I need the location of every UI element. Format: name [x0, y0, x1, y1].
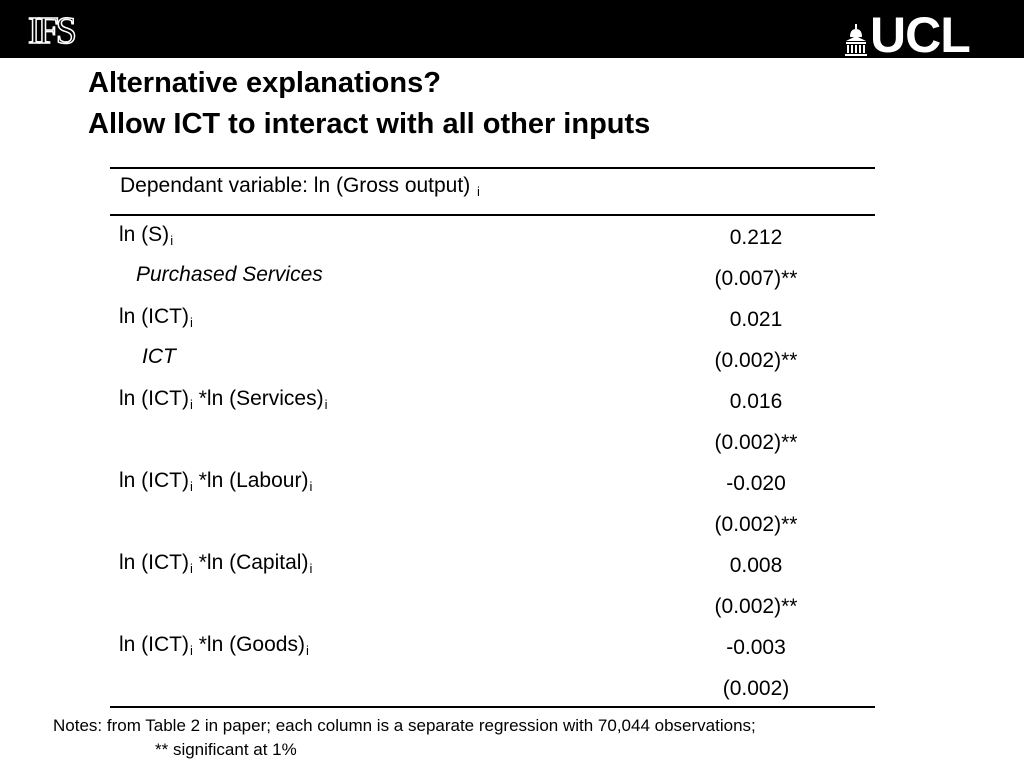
row-sublabel-ict: ICT — [142, 345, 176, 368]
table-bottom-rule — [110, 706, 875, 708]
label-text-2: *ln (Goods) — [192, 633, 305, 656]
notes-line-1: Notes: from Table 2 in paper; each column is a separate regression with 70,044 observations; — [53, 716, 756, 735]
label-text-2: *ln (Capital) — [192, 551, 309, 574]
se-s: (0.007)** — [714, 267, 798, 290]
coef-ict: 0.021 — [729, 308, 783, 331]
ucl-logo — [845, 7, 970, 63]
row-label-ict — [119, 305, 193, 330]
label-subscript-2: i — [324, 397, 328, 412]
label-subscript-2: i — [305, 643, 309, 658]
label-text: ln (ICT) — [119, 633, 189, 656]
slide-title — [88, 63, 650, 145]
label-subscript: i — [190, 397, 193, 412]
label-text: ln (ICT) — [119, 305, 189, 328]
label-text: ln (S) — [119, 223, 170, 246]
label-subscript: i — [190, 643, 193, 658]
label-subscript: i — [190, 561, 193, 576]
coef-s: 0.212 — [729, 226, 783, 249]
dependent-variable-subscript: i — [477, 184, 480, 199]
se-ict-services: (0.002)** — [714, 431, 798, 454]
label-subscript-2: i — [309, 479, 313, 494]
label-subscript: i — [170, 233, 174, 248]
portico-icon — [845, 24, 867, 56]
title-line-1: Alternative explanations? — [88, 67, 441, 99]
row-label-s — [119, 223, 173, 248]
coef-ict-capital: 0.008 — [729, 554, 783, 577]
dependent-variable-header — [120, 174, 480, 199]
label-text-2: *ln (Labour) — [192, 469, 309, 492]
coef-ict-goods: -0.003 — [726, 636, 786, 659]
label-text: ln (ICT) — [119, 387, 189, 410]
label-subscript: i — [190, 315, 193, 330]
title-line-2: Allow ICT to interact with all other inputs — [88, 108, 651, 140]
notes-line-2: ** significant at 1% — [155, 740, 297, 759]
row-label-ict-goods — [119, 633, 309, 658]
ucl-logo-text: UCL — [870, 7, 970, 63]
label-text: ln (ICT) — [119, 469, 189, 492]
dependent-variable-label: Dependant variable: ln (Gross output) — [120, 174, 471, 197]
label-text: ln (ICT) — [119, 551, 189, 574]
label-subscript-2: i — [309, 561, 313, 576]
label-text-2: *ln (Services) — [192, 387, 324, 410]
se-ict: (0.002)** — [714, 349, 798, 372]
se-ict-goods: (0.002) — [722, 677, 790, 700]
table-top-rule — [110, 167, 875, 169]
ifs-logo: IFS — [28, 10, 74, 52]
row-label-ict-services — [119, 387, 327, 412]
row-sublabel-purchased-services: Purchased Services — [136, 263, 323, 286]
table-notes — [53, 714, 913, 762]
coef-ict-services: 0.016 — [729, 390, 783, 413]
coef-ict-labour: -0.020 — [726, 472, 786, 495]
se-ict-capital: (0.002)** — [714, 595, 798, 618]
label-subscript: i — [190, 479, 193, 494]
table-header-rule — [110, 214, 875, 216]
row-label-ict-labour — [119, 469, 312, 494]
se-ict-labour: (0.002)** — [714, 513, 798, 536]
header-bar — [0, 0, 1024, 63]
row-label-ict-capital — [119, 551, 312, 576]
